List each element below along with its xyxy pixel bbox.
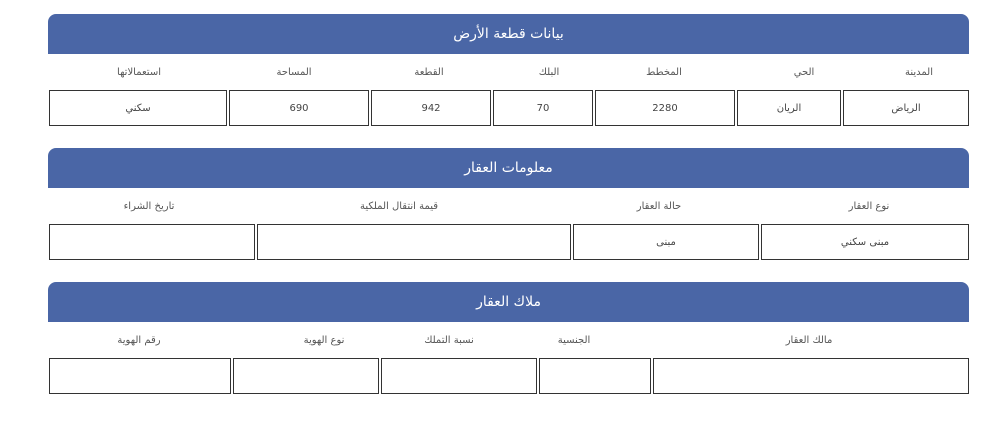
value-district: الريان [737, 90, 841, 126]
label-nationality: الجنسية [557, 334, 591, 346]
label-area: المساحة [276, 66, 312, 78]
label-property-type: نوع العقار [848, 200, 890, 212]
property-section [48, 148, 969, 260]
owners-values-row [48, 358, 969, 394]
label-city: المدينة [904, 66, 934, 78]
owners-section [48, 282, 969, 394]
value-ownership-ratio [381, 358, 537, 394]
value-owner [653, 358, 969, 394]
label-plan: المخطط [646, 66, 682, 78]
label-ownership-ratio: نسبة التملك [424, 334, 474, 346]
value-id-type [233, 358, 379, 394]
label-block: البلك [538, 66, 560, 78]
property-section-title: معلومات العقار [464, 160, 553, 176]
land-section [48, 14, 969, 126]
value-property-type: مبنى سكني [761, 224, 969, 260]
label-district: الحي [793, 66, 815, 78]
value-block: 70 [493, 90, 593, 126]
value-city: الرياض [843, 90, 969, 126]
property-values-row [48, 224, 969, 260]
land-values-row [48, 90, 969, 126]
owners-section-header [48, 282, 969, 322]
label-id-type: نوع الهوية [303, 334, 345, 346]
value-plan: 2280 [595, 90, 735, 126]
value-nationality [539, 358, 651, 394]
label-transfer-value: قيمة انتقال الملكية [359, 200, 439, 212]
value-transfer-value [257, 224, 571, 260]
value-id-number [49, 358, 231, 394]
owners-labels-row [48, 322, 969, 358]
value-area: 690 [229, 90, 369, 126]
label-property-status: حالة العقار [636, 200, 682, 212]
owners-section-title: ملاك العقار [476, 294, 541, 310]
land-labels-row [48, 54, 969, 90]
label-owner: مالك العقار [785, 334, 833, 346]
value-usage: سكني [49, 90, 227, 126]
property-section-header [48, 148, 969, 188]
value-purchase-date [49, 224, 255, 260]
value-property-status: مبنى [573, 224, 759, 260]
property-labels-row [48, 188, 969, 224]
label-plot: القطعة [414, 66, 444, 78]
land-section-title: بيانات قطعة الأرض [453, 26, 564, 42]
label-id-number: رقم الهوية [117, 334, 161, 346]
value-plot: 942 [371, 90, 491, 126]
land-section-header [48, 14, 969, 54]
label-usage: استعمالاتها [117, 66, 161, 78]
label-purchase-date: تاريخ الشراء [123, 200, 175, 212]
